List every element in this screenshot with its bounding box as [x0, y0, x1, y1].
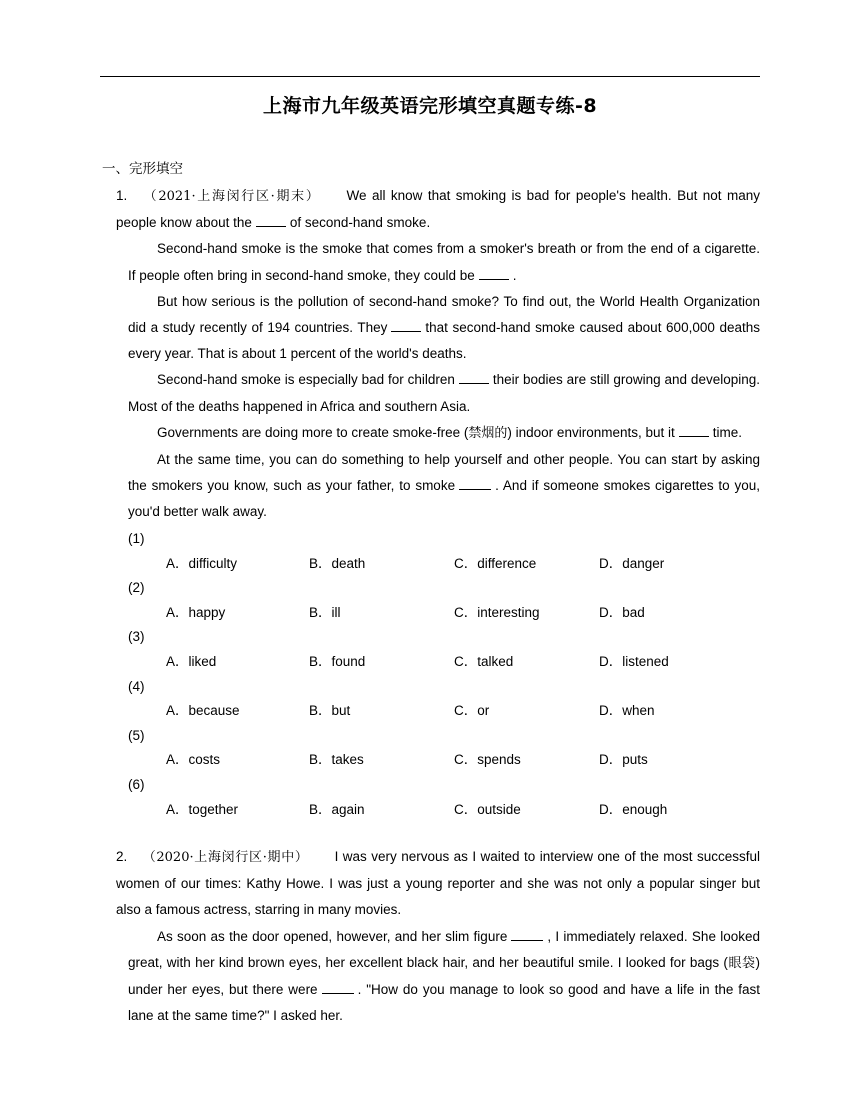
- option-3-b[interactable]: B．found: [309, 653, 366, 669]
- q2-p2-chinese: 眼袋: [727, 955, 756, 971]
- q1-blank-4[interactable]: [459, 371, 489, 384]
- option-label-5: (5): [128, 727, 145, 743]
- option-row-1: [128, 552, 760, 577]
- option-2-a[interactable]: A．happy: [166, 604, 226, 620]
- q2-p2a: As soon as the door opened, however, and her slim figure: [157, 928, 508, 944]
- q1-p3b: that second-hand smoke caused about 600,000 deaths every year. That is about 1 percent of the world's deaths.: [128, 320, 760, 362]
- option-2-c[interactable]: C．interesting: [454, 604, 540, 620]
- option-4-b[interactable]: B．but: [309, 703, 351, 719]
- option-row-2: [128, 601, 760, 626]
- option-3-d[interactable]: D．listened: [599, 653, 669, 669]
- option-1-c[interactable]: C．difference: [454, 555, 537, 571]
- option-label-6: (6): [128, 776, 145, 792]
- q2-paragraph-1: [102, 844, 760, 924]
- q1-p5c: time.: [712, 424, 743, 440]
- page-title: 上海市九年级英语完形填空真题专练-8: [262, 95, 598, 117]
- q2-paragraph-2: [102, 924, 760, 1030]
- q2-blank-1[interactable]: [511, 928, 543, 941]
- q2-p2d: . "How do you manage to look so good and have a life in the fast lane at the same time?" I asked her.: [128, 982, 761, 1024]
- option-4-a[interactable]: A．because: [166, 703, 240, 719]
- q1-source: （2021·上海闵行区·期末）: [142, 189, 321, 204]
- option-row-3: [128, 650, 760, 675]
- option-label-3: (3): [128, 629, 145, 645]
- option-label-1: (1): [128, 531, 145, 546]
- option-row-4: [128, 699, 760, 724]
- q2-source: （2020·上海闵行区·期中）: [142, 850, 309, 865]
- q1-blank-2[interactable]: [479, 267, 509, 280]
- option-5-b[interactable]: B．takes: [309, 752, 364, 768]
- q1-paragraph-3: [102, 289, 760, 368]
- option-4-d[interactable]: D．when: [599, 703, 655, 719]
- option-1-d[interactable]: D．danger: [599, 555, 665, 571]
- option-1-a[interactable]: A．difficulty: [166, 555, 238, 571]
- q1-paragraph-5: [102, 420, 760, 447]
- option-5-c[interactable]: C．spends: [454, 752, 521, 768]
- q1-p5b: ) indoor environments, but it: [507, 424, 675, 440]
- q1-blank-5[interactable]: [679, 424, 709, 437]
- option-2-d[interactable]: D．bad: [599, 604, 645, 620]
- q1-p2b: .: [512, 267, 517, 283]
- option-6-d[interactable]: D．enough: [599, 801, 668, 817]
- q1-p5a: Governments are doing more to create smoke-free (: [157, 424, 469, 440]
- q1-p4b: their bodies are still growing and developing. Most of the deaths happened in Africa and southern Asia.: [128, 372, 760, 414]
- option-6-a[interactable]: A．together: [166, 801, 239, 817]
- q1-options: [128, 527, 760, 822]
- q1-paragraph-2: [102, 236, 760, 288]
- option-1-b[interactable]: B．death: [309, 555, 366, 571]
- q1-number: 1.: [116, 188, 128, 203]
- q1-blank-6[interactable]: [459, 477, 491, 490]
- question-2-passage: [102, 844, 760, 1029]
- q2-blank-2[interactable]: [322, 981, 354, 994]
- q1-paragraph-1: [102, 183, 760, 236]
- option-label-4: (4): [128, 678, 145, 694]
- option-3-c[interactable]: C．talked: [454, 653, 514, 669]
- q2-p2b: , I immediately relaxed. She looked great, with her kind brown eyes, her excellent black hair, and her beautiful smile. I looked for bags (: [128, 928, 760, 970]
- header-rule: [100, 76, 760, 77]
- q1-p2a: Second-hand smoke is the smoke that comes from a smoker's breath or from the end of a cigarette. If people often bring in second-hand smoke, they could be: [128, 241, 760, 283]
- option-row-5: [128, 748, 760, 773]
- q1-p6a: At the same time, you can do something to help yourself and other people. You can start by asking the smokers you know, such as your father, to smoke: [128, 452, 760, 494]
- section-heading: 一、完形填空: [102, 161, 183, 177]
- q1-p6b: . And if someone smokes cigarettes to you, you'd better walk away.: [128, 478, 761, 520]
- q1-p4a: Second-hand smoke is especially bad for children: [157, 372, 455, 388]
- option-2-b[interactable]: B．ill: [309, 604, 341, 620]
- q1-blank-1[interactable]: [256, 214, 286, 227]
- option-label-2: (2): [128, 580, 145, 596]
- option-6-b[interactable]: B．again: [309, 801, 365, 817]
- q1-p5-chinese: 禁烟的: [468, 425, 508, 441]
- q2-p1: I was very nervous as I waited to interview one of the most successful women of our times: Kathy Howe. I was just a young reporter and she was not only a popular singer but also a famous actress, starring in many movies.: [116, 849, 760, 918]
- option-4-c[interactable]: C．or: [454, 703, 490, 719]
- option-3-a[interactable]: A．liked: [166, 653, 217, 669]
- option-6-c[interactable]: C．outside: [454, 801, 521, 817]
- option-row-6: [128, 798, 760, 823]
- q1-paragraph-6: [102, 447, 760, 526]
- q2-number: 2.: [116, 849, 128, 864]
- q1-p3a: But how serious is the pollution of second-hand smoke? To find out, the World Health Organization did a study recently of 194 countries. They: [128, 293, 760, 336]
- q2-p2c: ) under her eyes, but there were: [128, 954, 760, 998]
- q1-p1a: We all know that smoking is bad for people's health. But not many people know about the: [116, 188, 760, 231]
- option-5-d[interactable]: D．puts: [599, 752, 648, 768]
- question-1-passage: [102, 183, 760, 526]
- option-5-a[interactable]: A．costs: [166, 752, 221, 768]
- q1-paragraph-4: [102, 367, 760, 419]
- q1-blank-3[interactable]: [391, 319, 421, 332]
- q1-p1b: of second-hand smoke.: [289, 215, 431, 231]
